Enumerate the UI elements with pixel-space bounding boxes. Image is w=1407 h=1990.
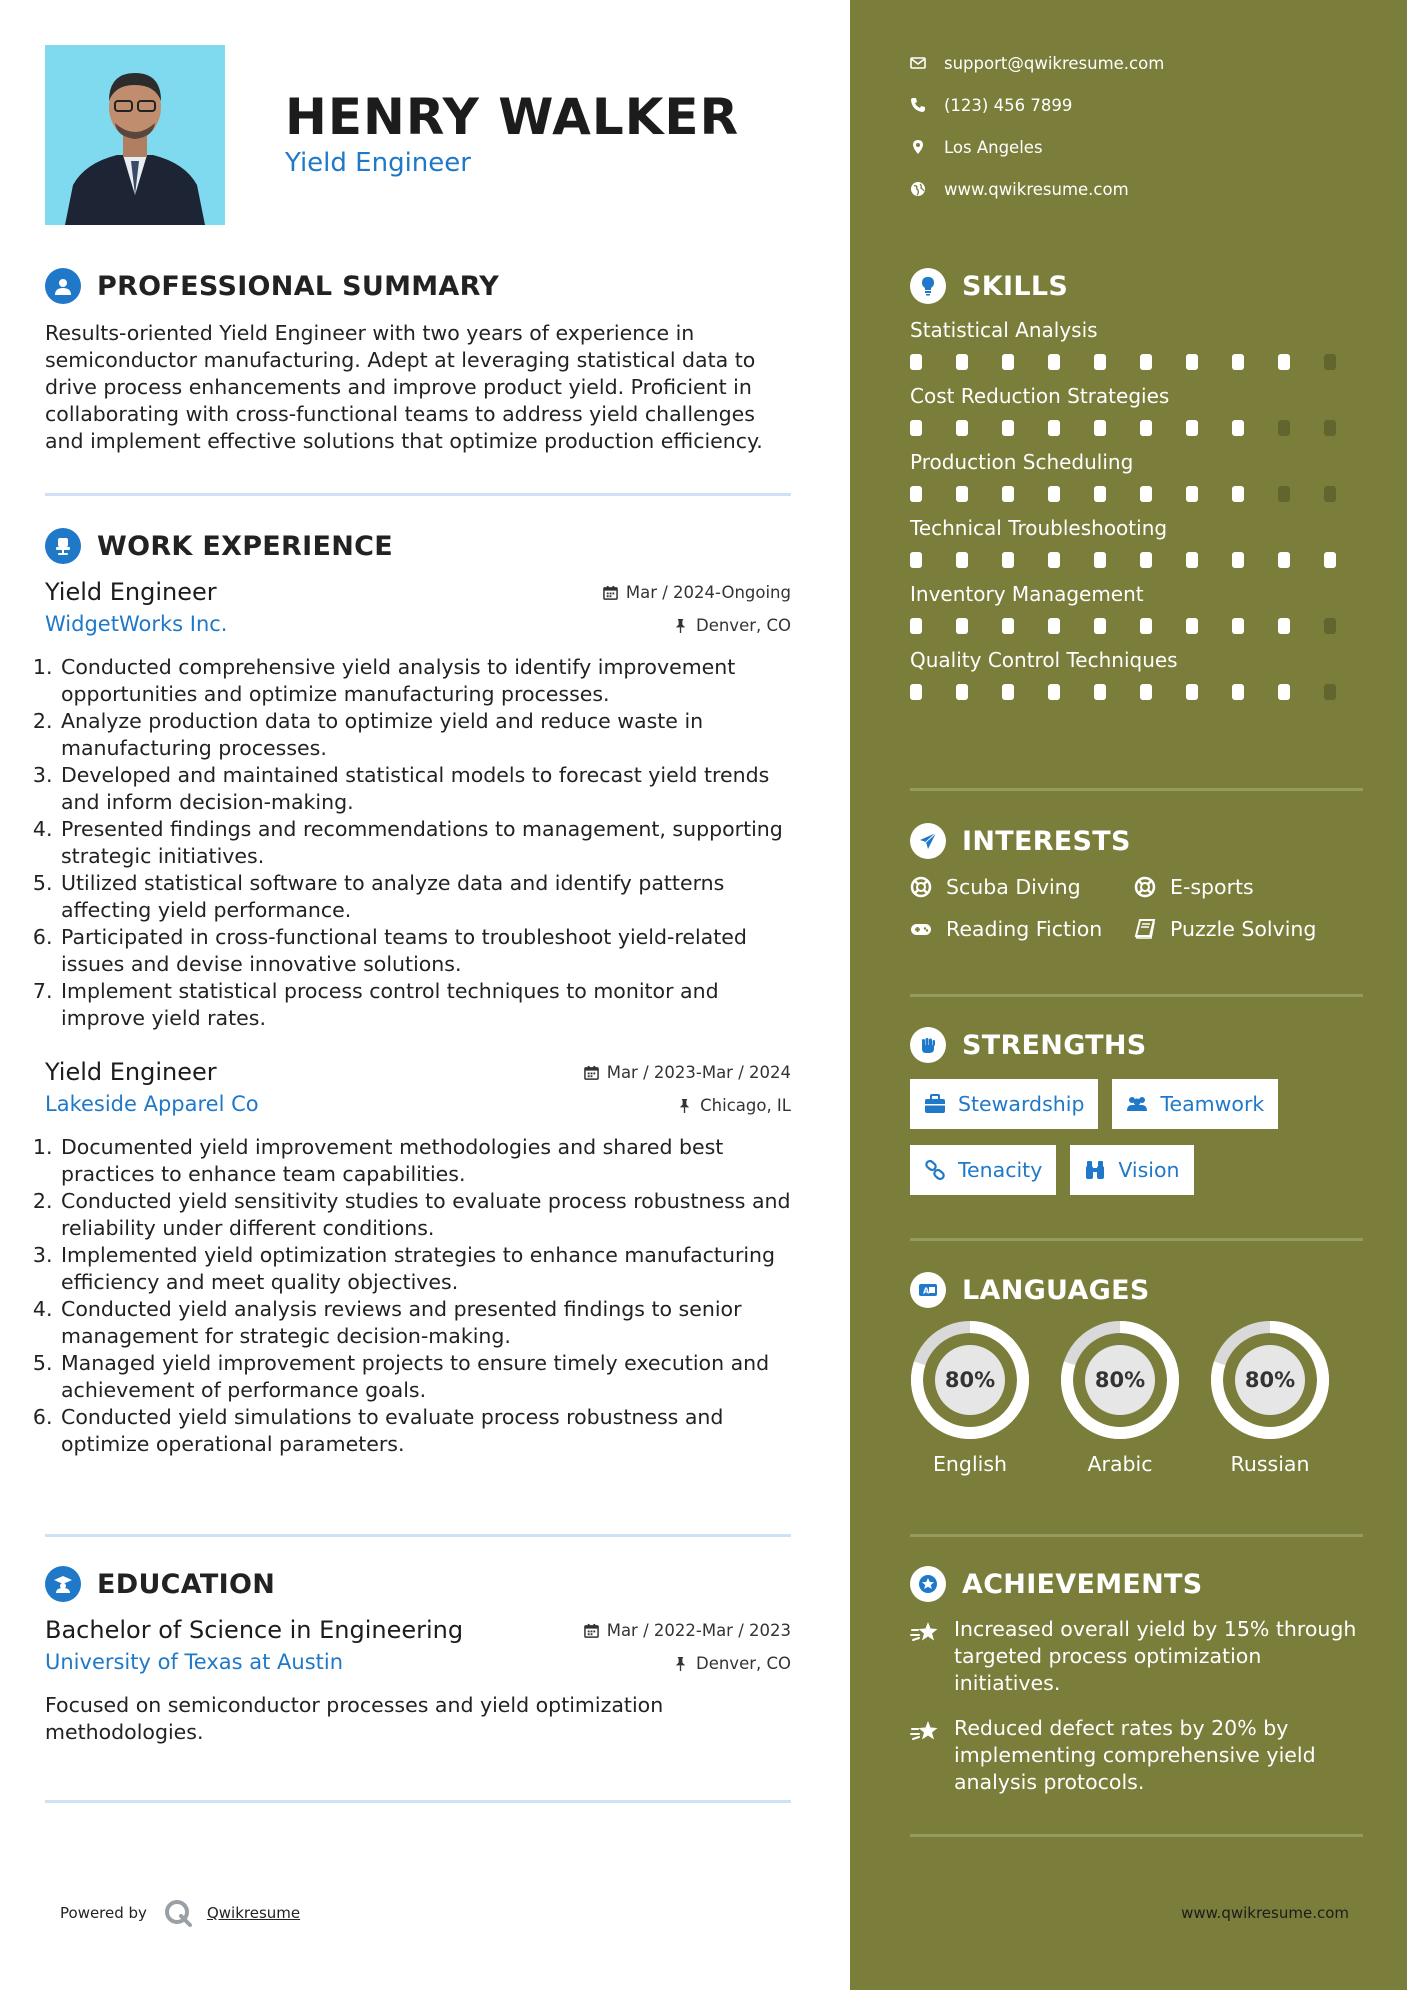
- skill-dot-filled: [956, 618, 968, 634]
- education-section: [45, 1566, 791, 1746]
- work-title: WORK EXPERIENCE: [97, 530, 393, 562]
- pin-icon: [673, 1656, 688, 1671]
- skills-title: SKILLS: [962, 270, 1069, 302]
- summary-heading: [45, 268, 797, 304]
- star-badge-icon: [910, 1566, 946, 1602]
- skill-dot-empty: [1324, 618, 1336, 634]
- interest-item: [910, 875, 1134, 899]
- interest-item: [1134, 917, 1354, 941]
- job-duties-list: [41, 1134, 791, 1458]
- pin-icon: [677, 1098, 692, 1113]
- language-item: [1210, 1320, 1360, 1476]
- sidebar-divider: [910, 1834, 1363, 1837]
- skill-dot-filled: [1002, 552, 1014, 568]
- languages-heading: [910, 1272, 1370, 1308]
- sidebar-divider: [910, 1534, 1363, 1537]
- skill-dot-filled: [1094, 486, 1106, 502]
- skill-dot-filled: [1278, 618, 1290, 634]
- interests-title: INTERESTS: [962, 825, 1131, 857]
- interests-heading: [910, 823, 1370, 859]
- skill-name: Production Scheduling: [910, 450, 1134, 474]
- list-item: 2. Analyze production data to optimize yield and reduce waste in manufacturing processes.: [59, 708, 791, 762]
- skill-dot-filled: [1094, 552, 1106, 568]
- strength-tag: [1070, 1145, 1193, 1195]
- skill-dot-filled: [1186, 486, 1198, 502]
- skill-dot-filled: [956, 354, 968, 370]
- skills-section: [910, 268, 1370, 700]
- job-title: Yield Engineer: [45, 578, 217, 606]
- binoculars-icon: [1084, 1159, 1106, 1181]
- job-location-text: Chicago, IL: [700, 1096, 791, 1115]
- languages-section: [910, 1272, 1370, 1476]
- job-date-text: Mar / 2023-Mar / 2024: [606, 1063, 791, 1082]
- skill-dot-filled: [1140, 618, 1152, 634]
- education-date: [584, 1621, 791, 1640]
- calendar-icon: [603, 585, 618, 600]
- skill-level-meter: [910, 420, 1370, 436]
- strength-tag: [910, 1145, 1056, 1195]
- skill-dot-filled: [1048, 684, 1060, 700]
- graduate-icon: [45, 1566, 81, 1602]
- degree-title: Bachelor of Science in Engineering: [45, 1616, 464, 1644]
- strengths-heading: [910, 1027, 1370, 1063]
- gamepad-icon: [910, 918, 932, 940]
- fist-icon: [910, 1027, 946, 1063]
- shooting-star-icon: [910, 1618, 940, 1648]
- location-text: Los Angeles: [944, 137, 1043, 157]
- candidate-name: HENRY WALKER: [285, 88, 740, 146]
- achievement-text: Increased overall yield by 15% through targeted process optimization initiatives.: [954, 1617, 1357, 1695]
- job-duties-list: [41, 654, 791, 1032]
- interest-item: [1134, 875, 1354, 899]
- strengths-list: [910, 1079, 1370, 1211]
- footer-website[interactable]: www.qwikresume.com: [1181, 1904, 1349, 1922]
- skill-dot-filled: [1232, 486, 1244, 502]
- skill-dot-filled: [1232, 618, 1244, 634]
- list-item: 3. Implemented yield optimization strategies to enhance manufacturing efficiency and meet quality objectives.: [59, 1242, 791, 1296]
- job-date: [603, 583, 791, 602]
- email-text: support@qwikresume.com: [944, 53, 1165, 73]
- skill-dot-filled: [1094, 684, 1106, 700]
- achievement-item: [910, 1715, 1370, 1796]
- job-date: [584, 1063, 791, 1082]
- interest-item: [910, 917, 1134, 941]
- skill-dot-filled: [1048, 420, 1060, 436]
- sidebar-divider: [910, 1238, 1363, 1241]
- list-item: 6. Conducted yield simulations to evaluate process robustness and optimize operational parameters.: [59, 1404, 791, 1458]
- interest-label: Reading Fiction: [946, 917, 1103, 941]
- language-name: Russian: [1230, 1452, 1310, 1476]
- skill-dot-filled: [1094, 420, 1106, 436]
- education-location-text: Denver, CO: [695, 1654, 791, 1673]
- job-company: Lakeside Apparel Co: [45, 1092, 259, 1116]
- lifebuoy-icon: [910, 876, 932, 898]
- list-item: 5. Utilized statistical software to analyze data and identify patterns affecting yield performance.: [59, 870, 791, 924]
- skill-item: [910, 582, 1370, 634]
- briefcase-icon: [924, 1093, 946, 1115]
- skill-dot-filled: [1140, 354, 1152, 370]
- job-company: WidgetWorks Inc.: [45, 612, 228, 636]
- website-text: www.qwikresume.com: [944, 179, 1129, 199]
- skill-dot-filled: [1002, 618, 1014, 634]
- book-icon: [1134, 918, 1156, 940]
- language-percent: 80%: [944, 1368, 996, 1392]
- interest-label: Puzzle Solving: [1170, 917, 1317, 941]
- education-title: EDUCATION: [97, 1568, 276, 1600]
- education-description: Focused on semiconductor processes and yield optimization methodologies.: [45, 1693, 664, 1744]
- section-divider: [45, 1534, 791, 1537]
- strength-tag: [1112, 1079, 1278, 1129]
- skill-dot-filled: [1140, 486, 1152, 502]
- interest-label: Scuba Diving: [946, 875, 1081, 899]
- skill-dot-filled: [1278, 552, 1290, 568]
- phone-text: (123) 456 7899: [944, 95, 1073, 115]
- skill-dot-empty: [1324, 354, 1336, 370]
- skill-dot-filled: [910, 552, 922, 568]
- school-name: University of Texas at Austin: [45, 1650, 344, 1674]
- summary-title: PROFESSIONAL SUMMARY: [97, 270, 500, 302]
- skill-dot-filled: [1186, 684, 1198, 700]
- skill-level-meter: [910, 618, 1370, 634]
- skill-item: [910, 450, 1370, 502]
- svg-text:A: A: [923, 1286, 930, 1296]
- sidebar: [850, 0, 1407, 1990]
- skill-dot-filled: [1094, 354, 1106, 370]
- powered-by: [60, 1898, 300, 1928]
- skill-dot-filled: [956, 420, 968, 436]
- profile-photo: [45, 45, 225, 225]
- person-photo-icon: [45, 45, 225, 225]
- qwikresume-logo-icon: [163, 1898, 193, 1928]
- skills-heading: [910, 268, 1370, 304]
- skill-dot-filled: [1324, 552, 1336, 568]
- globe-icon: [910, 181, 926, 197]
- skill-name: Technical Troubleshooting: [910, 516, 1168, 540]
- powered-by-label: Powered by: [60, 1904, 147, 1922]
- language-item: [910, 1320, 1060, 1476]
- office-chair-icon: [45, 528, 81, 564]
- education-date-text: Mar / 2022-Mar / 2023: [606, 1621, 791, 1640]
- skill-item: [910, 384, 1370, 436]
- strength-label: Tenacity: [958, 1158, 1043, 1182]
- paper-plane-icon: [910, 823, 946, 859]
- skill-dot-empty: [1278, 486, 1290, 502]
- language-percent: 80%: [1244, 1368, 1296, 1392]
- skill-dot-filled: [1002, 684, 1014, 700]
- skill-level-meter: [910, 552, 1370, 568]
- skill-dot-filled: [956, 552, 968, 568]
- list-item: 4. Presented findings and recommendations to management, supporting strategic initiatives.: [59, 816, 791, 870]
- skill-dot-filled: [1278, 684, 1290, 700]
- strength-tag: [910, 1079, 1098, 1129]
- skills-list: [910, 318, 1370, 700]
- skill-dot-filled: [910, 684, 922, 700]
- skill-dot-filled: [1048, 552, 1060, 568]
- skill-dot-filled: [1002, 420, 1014, 436]
- lightbulb-icon: [910, 268, 946, 304]
- list-item: 5. Managed yield improvement projects to ensure timely execution and achievement of performance goals.: [59, 1350, 791, 1404]
- section-divider: [45, 493, 791, 496]
- skill-dot-filled: [956, 486, 968, 502]
- skill-dot-filled: [1232, 552, 1244, 568]
- skill-dot-filled: [910, 486, 922, 502]
- skill-dot-empty: [1324, 684, 1336, 700]
- job-entry: [45, 578, 791, 1032]
- skill-dot-filled: [1048, 618, 1060, 634]
- list-item: 1. Documented yield improvement methodologies and shared best practices to enhance team capabilities.: [59, 1134, 791, 1188]
- skill-dot-filled: [1186, 552, 1198, 568]
- users-icon: [1126, 1093, 1148, 1115]
- list-item: 4. Conducted yield analysis reviews and presented findings to senior management for strategic decision-making.: [59, 1296, 791, 1350]
- translate-icon: [910, 1272, 946, 1308]
- skill-item: [910, 318, 1370, 370]
- education-heading: [45, 1566, 791, 1602]
- skill-item: [910, 516, 1370, 568]
- job-location: [677, 1096, 791, 1115]
- skill-dot-filled: [1140, 684, 1152, 700]
- job-location: [673, 616, 791, 635]
- lifebuoy-icon: [1134, 876, 1156, 898]
- candidate-role: Yield Engineer: [285, 148, 471, 178]
- skill-name: Quality Control Techniques: [910, 648, 1178, 672]
- achievements-section: [910, 1566, 1370, 1796]
- work-heading: [45, 528, 791, 564]
- language-ring: [1210, 1320, 1330, 1440]
- skill-name: Cost Reduction Strategies: [910, 384, 1170, 408]
- skill-name: Inventory Management: [910, 582, 1144, 606]
- strengths-title: STRENGTHS: [962, 1029, 1147, 1061]
- skill-dot-filled: [910, 618, 922, 634]
- contact-website[interactable]: [910, 168, 1164, 210]
- list-item: 1. Conducted comprehensive yield analysis to identify improvement opportunities and optimize manufacturing processes.: [59, 654, 791, 708]
- map-marker-icon: [910, 139, 926, 155]
- list-item: 3. Developed and maintained statistical models to forecast yield trends and inform decision-making.: [59, 762, 791, 816]
- summary-section: [45, 268, 797, 455]
- job-entry: [45, 1058, 791, 1458]
- skill-dot-filled: [1232, 420, 1244, 436]
- skill-dot-filled: [1048, 354, 1060, 370]
- language-ring: [910, 1320, 1030, 1440]
- contact-location: [910, 126, 1164, 168]
- list-item: 2. Conducted yield sensitivity studies to evaluate process robustness and reliability under different conditions.: [59, 1188, 791, 1242]
- skill-dot-filled: [1002, 486, 1014, 502]
- job-location-text: Denver, CO: [695, 616, 791, 635]
- skill-dot-filled: [1140, 420, 1152, 436]
- sidebar-divider: [910, 994, 1363, 997]
- work-experience-section: [45, 528, 791, 1458]
- education-entry: [45, 1616, 791, 1746]
- job-title: Yield Engineer: [45, 1058, 217, 1086]
- skill-dot-filled: [1186, 354, 1198, 370]
- skill-dot-filled: [1232, 684, 1244, 700]
- sidebar-divider: [910, 788, 1363, 791]
- strength-label: Teamwork: [1160, 1092, 1265, 1116]
- achievements-heading: [910, 1566, 1370, 1602]
- phone-icon: [910, 97, 926, 113]
- languages-title: LANGUAGES: [962, 1274, 1150, 1306]
- skill-dot-empty: [1324, 420, 1336, 436]
- language-percent: 80%: [1094, 1368, 1146, 1392]
- envelope-icon: [910, 55, 926, 71]
- skill-dot-filled: [910, 354, 922, 370]
- skill-name: Statistical Analysis: [910, 318, 1098, 342]
- pin-icon: [673, 618, 688, 633]
- skill-dot-filled: [1186, 618, 1198, 634]
- skill-dot-filled: [910, 420, 922, 436]
- interests-section: [910, 823, 1370, 941]
- interest-label: E-sports: [1170, 875, 1254, 899]
- calendar-icon: [584, 1623, 599, 1638]
- contact-phone[interactable]: [910, 84, 1164, 126]
- skill-dot-filled: [1094, 618, 1106, 634]
- skill-dot-filled: [1048, 486, 1060, 502]
- language-ring: [1060, 1320, 1180, 1440]
- strength-label: Vision: [1118, 1158, 1180, 1182]
- skill-item: [910, 648, 1370, 700]
- strengths-section: [910, 1027, 1370, 1211]
- summary-text: Results-oriented Yield Engineer with two years of experience in semiconductor manufacturing. Adept at leveraging statistical data to drive process enhancements and improve product yield. Proficient in collaborating with cross-functional teams to address yield challenges and implement effective solutions that optimize production efficiency.: [45, 321, 763, 453]
- skill-dot-empty: [1324, 486, 1336, 502]
- skill-level-meter: [910, 354, 1370, 370]
- skill-dot-filled: [1278, 354, 1290, 370]
- language-name: English: [932, 1452, 1008, 1476]
- section-divider: [45, 1800, 791, 1803]
- list-item: 6. Participated in cross-functional teams to troubleshoot yield-related issues and devise innovative solutions.: [59, 924, 791, 978]
- user-icon: [45, 268, 81, 304]
- skill-dot-filled: [1232, 354, 1244, 370]
- language-name: Arabic: [1087, 1452, 1153, 1476]
- skill-level-meter: [910, 684, 1370, 700]
- education-location: [673, 1654, 791, 1673]
- qwikresume-link[interactable]: Qwikresume: [206, 1904, 301, 1922]
- shooting-star-icon: [910, 1717, 940, 1747]
- achievements-title: ACHIEVEMENTS: [962, 1568, 1203, 1600]
- language-item: [1060, 1320, 1210, 1476]
- calendar-icon: [584, 1065, 599, 1080]
- skill-dot-filled: [956, 684, 968, 700]
- job-date-text: Mar / 2024-Ongoing: [625, 583, 791, 602]
- languages-list: [910, 1320, 1370, 1476]
- contact-email[interactable]: [910, 42, 1164, 84]
- skill-dot-empty: [1278, 420, 1290, 436]
- strength-label: Stewardship: [958, 1092, 1085, 1116]
- list-item: 7. Implement statistical process control techniques to monitor and improve yield rates.: [59, 978, 791, 1032]
- skill-level-meter: [910, 486, 1370, 502]
- achievement-text: Reduced defect rates by 20% by implementing comprehensive yield analysis protocols.: [954, 1716, 1316, 1794]
- skill-dot-filled: [1002, 354, 1014, 370]
- link-icon: [924, 1159, 946, 1181]
- skill-dot-filled: [1186, 420, 1198, 436]
- skill-dot-filled: [1140, 552, 1152, 568]
- contact-info: [910, 42, 1164, 210]
- achievement-item: [910, 1616, 1370, 1697]
- interests-list: [910, 875, 1370, 941]
